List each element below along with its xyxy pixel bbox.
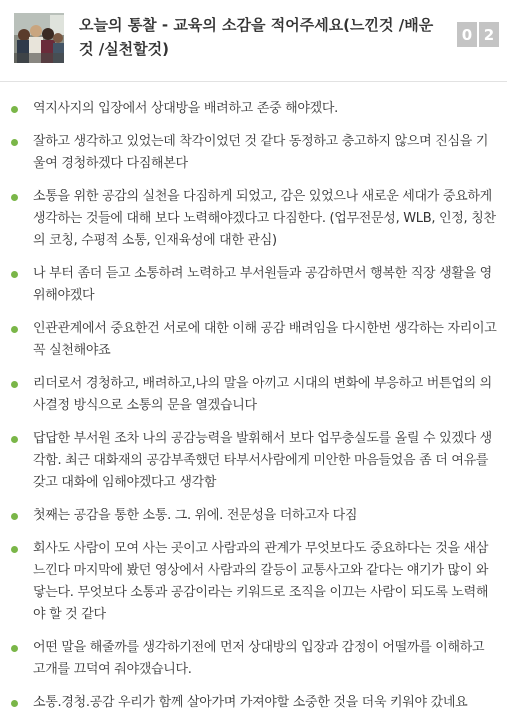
comment-text: 소통을 위한 공감의 실천을 다짐하게 되었고, 감은 있었으나 새로운 세대가 중요하게 생각하는 것들에 대해 보다 노력해야겠다고 다짐한다. (업무전문성, WLB, 인정, 칭찬의 코칭, 수평적 소통, 인재육성에 대한 관심) [33, 189, 496, 248]
bullet-dot-icon [11, 436, 18, 443]
list-item [0, 186, 507, 252]
bullet-dot-icon [11, 381, 18, 388]
list-item [0, 318, 507, 362]
group-photo-thumbnail [14, 13, 64, 63]
bullet-dot-icon [11, 326, 18, 333]
comment-counter [457, 22, 499, 47]
list-item [0, 505, 507, 527]
comment-text: 역지사지의 입장에서 상대방을 배려하고 존중 해야겠다. [33, 101, 338, 116]
comment-text: 잘하고 생각하고 있었는데 착각이었던 것 같다 동정하고 충고하지 않으며 진심을 기울여 경청하겠다 다짐해본다 [33, 134, 489, 171]
bullet-dot-icon [11, 271, 18, 278]
comment-text: 소통.경청.공감 우리가 함께 살아가며 가져야할 소중한 것을 더욱 키워야 갔네요 [33, 695, 468, 710]
bullet-dot-icon [11, 513, 18, 520]
list-item [0, 538, 507, 626]
counter-digit: 0 [457, 22, 477, 47]
comment-list [0, 82, 507, 714]
list-item [0, 428, 507, 494]
list-item [0, 692, 507, 714]
comment-text: 어떤 말을 해줄까를 생각하기전에 먼저 상대방의 입장과 감정이 어떨까를 이해하고 고개를 끄덕여 줘야갰습니다. [33, 640, 485, 677]
bullet-dot-icon [11, 546, 18, 553]
comment-text: 답답한 부서원 조차 나의 공감능력을 발휘해서 보다 업무충실도를 올릴 수 있겠다 생각함. 최근 대화재의 공감부족했던 타부서사람에게 미안한 마음들었음 좀 더 여유를갖고 대화에 임해야겠다고 생각함 [33, 431, 492, 490]
list-item [0, 373, 507, 417]
group-photo-icon [14, 13, 64, 63]
list-item [0, 637, 507, 681]
bullet-dot-icon [11, 700, 18, 707]
bullet-dot-icon [11, 106, 18, 113]
list-item [0, 263, 507, 307]
list-item [0, 98, 507, 120]
list-item [0, 131, 507, 175]
page-title: 오늘의 통찰 - 교육의 소감을 적어주세요(느낀것 /배운것 /실천할것) [79, 16, 434, 58]
counter-digit: 2 [479, 22, 499, 47]
comment-text: 나 부터 좀더 듣고 소통하려 노력하고 부서원들과 공감하면서 행복한 직장 생활을 영위해야겠다 [33, 266, 492, 303]
comment-text: 리더로서 경청하고, 배려하고,나의 말을 아끼고 시대의 변화에 부응하고 버튼업의 의사결정 방식으로 소통의 문을 열겠습니다 [33, 376, 492, 413]
header [0, 0, 507, 82]
bullet-dot-icon [11, 139, 18, 146]
comment-text: 첫째는 공감을 통한 소통. 그. 위에. 전문성을 더하고자 다짐 [33, 508, 358, 523]
comment-text: 회사도 사람이 모여 사는 곳이고 사람과의 관계가 무엇보다도 중요하다는 것을 새삼 느낀다 마지막에 봤던 영상에서 사람과의 갈등이 교통사고와 같다는 얘기가 많이 와닿는다. 무엇보다 소통과 공감이라는 키워드로 조직을 이끄는 사람이 되도록 노력해야 할 것 같다 [33, 541, 489, 622]
bullet-dot-icon [11, 645, 18, 652]
bullet-dot-icon [11, 194, 18, 201]
comment-text: 인관관계에서 중요한건 서로에 대한 이해 공감 배려임을 다시한번 생각하는 자리이고 꼭 실천해야죠 [33, 321, 497, 358]
